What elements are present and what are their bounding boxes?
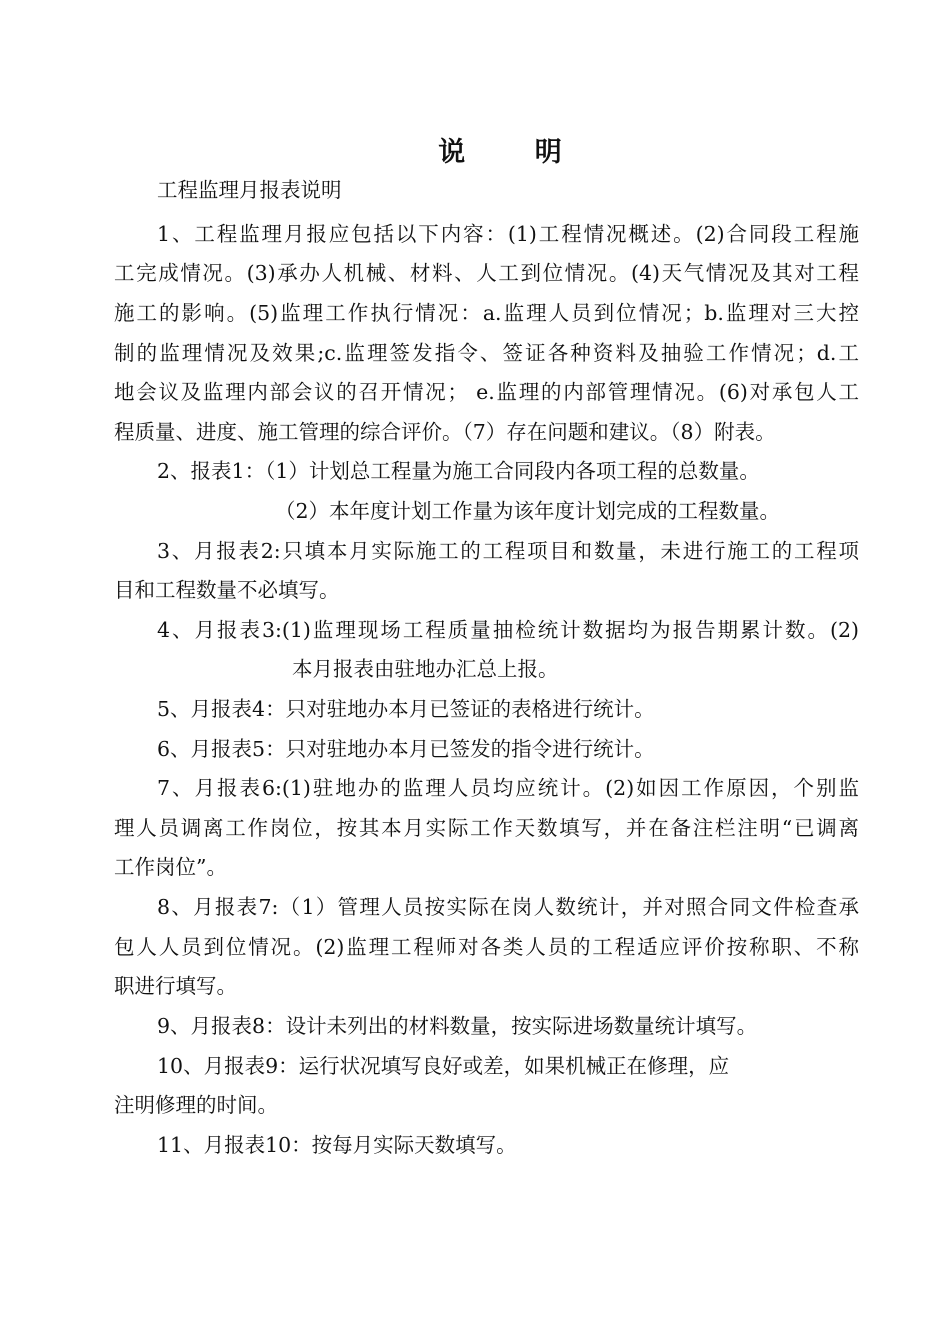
paragraph-line: 10、月报表9：运行状况填写良好或差，如果机械正在修理，应 (157, 1054, 730, 1078)
paragraph-line: 3、月报表2:只填本月实际施工的工程项目和数量，未进行施工的工程项 (157, 539, 859, 563)
paragraph-line: 包人人员到位情况。(2)监理工程师对各类人员的工程适应评价按称职、不称 (114, 935, 859, 959)
paragraph-line: 本月报表由驻地办汇总上报。 (292, 657, 559, 681)
paragraph-line: 5、月报表4：只对驻地办本月已签证的表格进行统计。 (157, 697, 655, 721)
paragraph-line: （2）本年度计划工作量为该年度计划完成的工程数量。 (275, 499, 781, 523)
paragraph-line: 2、报表1：（1）计划总工程量为施工合同段内各项工程的总数量。 (157, 459, 760, 483)
subtitle-line: 工程监理月报表说明 (157, 178, 342, 202)
paragraph-line: 工作岗位”。 (114, 855, 227, 879)
paragraph-line: 6、月报表5：只对驻地办本月已签发的指令进行统计。 (157, 737, 655, 761)
paragraph-line: 地会议及监理内部会议的召开情况； e.监理的内部管理情况。(6)对承包人工 (114, 380, 859, 404)
page-title: 说 明 (438, 137, 592, 168)
paragraph-line: 4、月报表3:(1)监理现场工程质量抽检统计数据均为报告期累计数。(2) (157, 618, 859, 642)
paragraph-line: 制的监理情况及效果;c.监理签发指令、签证各种资料及抽验工作情况；d.工 (114, 341, 859, 365)
paragraph-line: 8、月报表7:（1）管理人员按实际在岗人数统计，并对照合同文件检查承 (157, 895, 859, 919)
paragraph-line: 施工的影响。(5)监理工作执行情况：a.监理人员到位情况；b.监理对三大控 (114, 301, 859, 325)
paragraph-line: 11、月报表10：按每月实际天数填写。 (157, 1133, 517, 1157)
paragraph-line: 目和工程数量不必填写。 (114, 578, 340, 602)
paragraph-line: 7、月报表6:(1)驻地办的监理人员均应统计。(2)如因工作原因，个别监 (157, 776, 859, 800)
paragraph-line: 理人员调离工作岗位，按其本月实际工作天数填写，并在备注栏注明“已调离 (114, 816, 859, 840)
paragraph-line: 工完成情况。(3)承办人机械、材料、人工到位情况。(4)天气情况及其对工程 (114, 261, 859, 285)
paragraph-line: 1、工程监理月报应包括以下内容：(1)工程情况概述。(2)合同段工程施 (157, 222, 859, 246)
paragraph-line: 职进行填写。 (114, 974, 237, 998)
paragraph-line: 注明修理的时间。 (114, 1093, 278, 1117)
paragraph-line: 程质量、进度、施工管理的综合评价。（7）存在问题和建议。（8）附表。 (114, 420, 776, 444)
paragraph-line: 9、月报表8：设计未列出的材料数量，按实际进场数量统计填写。 (157, 1014, 758, 1038)
